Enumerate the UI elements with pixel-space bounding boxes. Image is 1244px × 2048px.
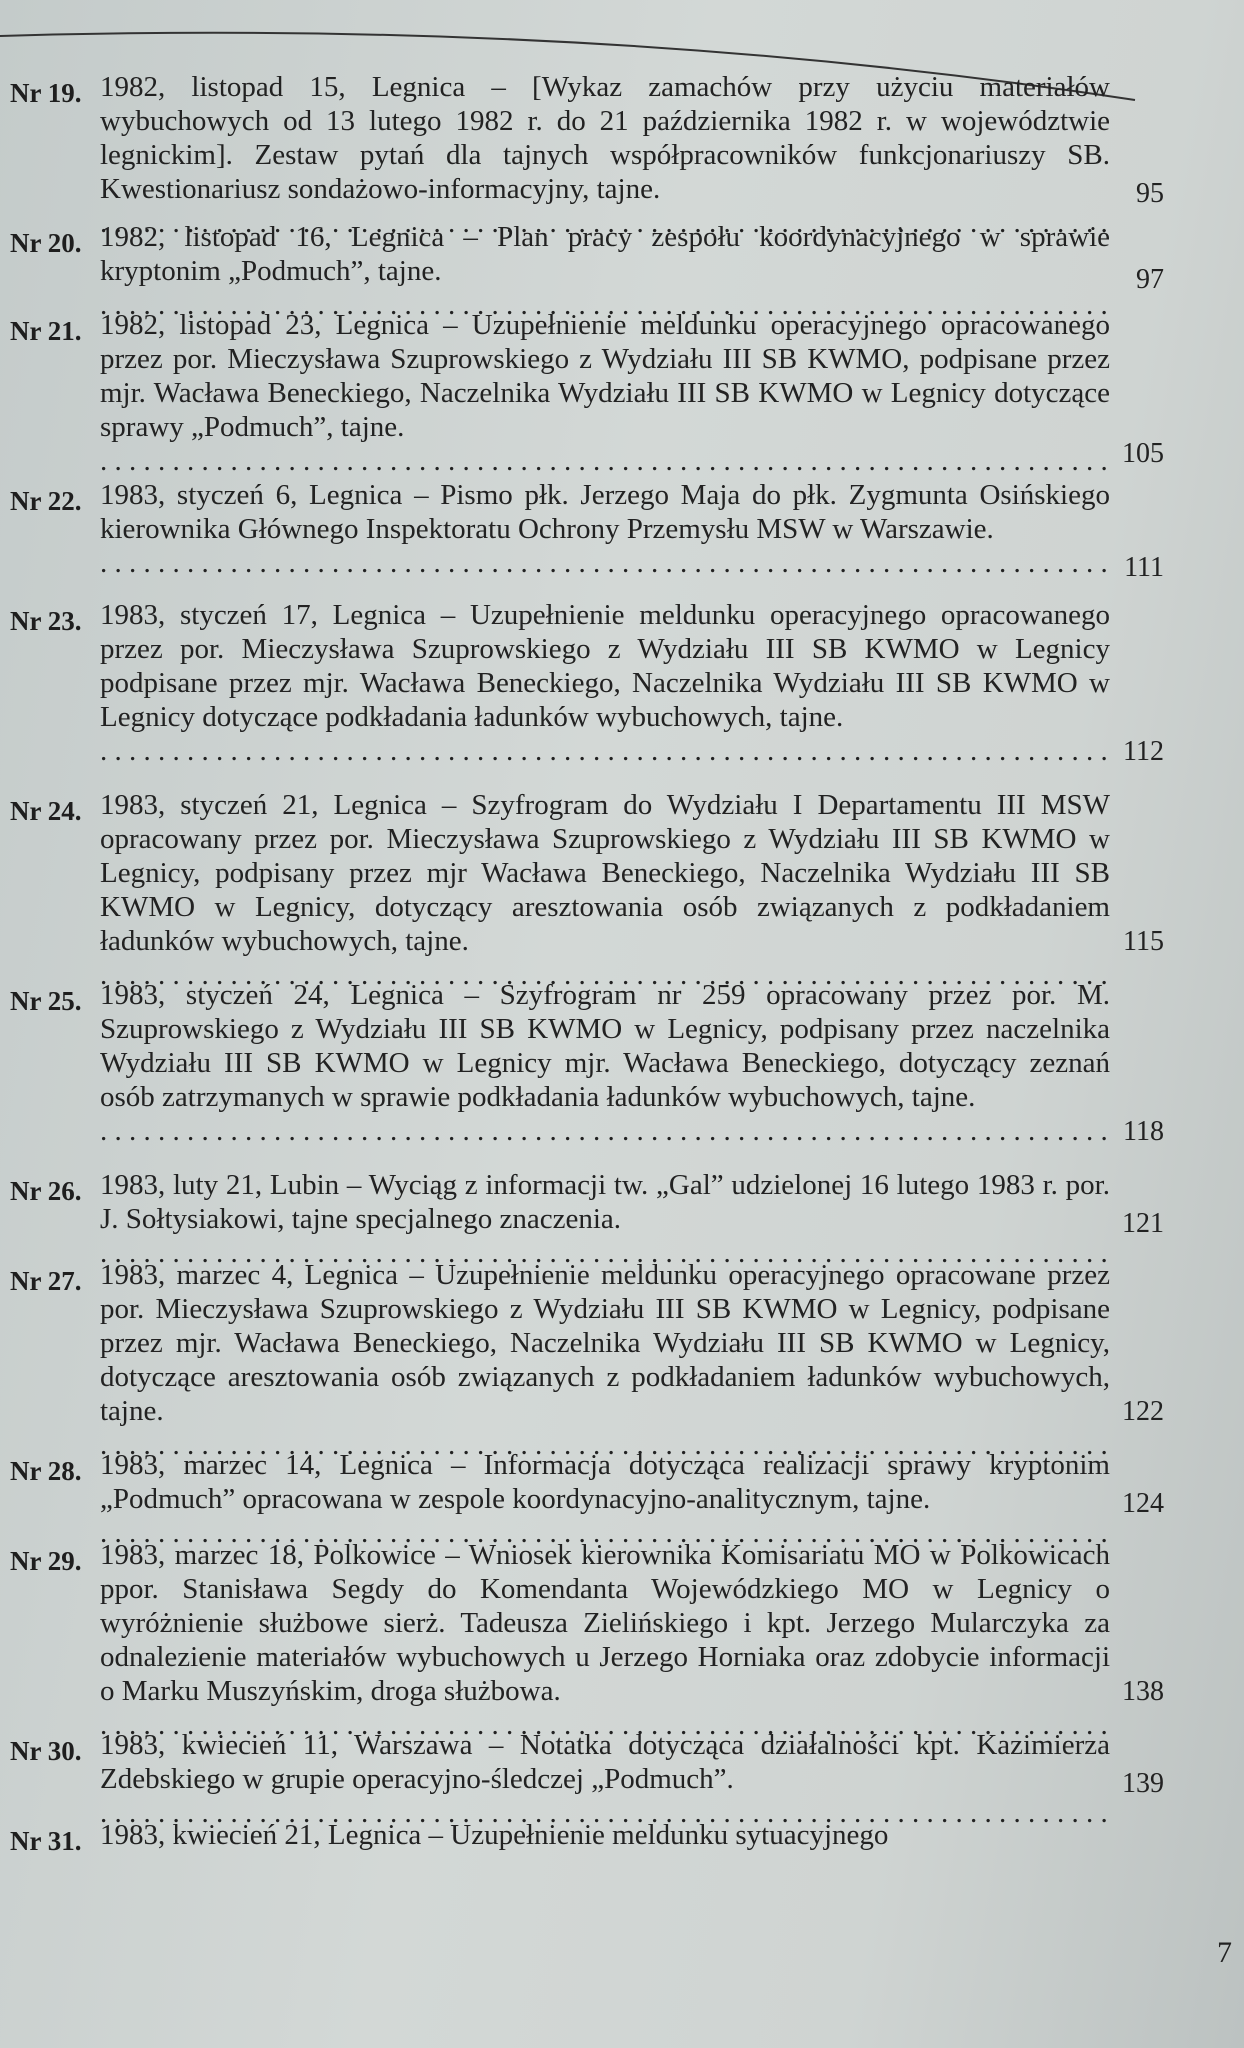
- entry-text: [100, 1168, 1110, 1270]
- toc-entry: [0, 1448, 1244, 1538]
- entry-number: Nr 22.: [10, 486, 82, 516]
- entry-text: [100, 1448, 1110, 1550]
- dot-leader: [100, 444, 1110, 478]
- entry-text: [100, 220, 1110, 322]
- entry-title: 1983, styczeń 6, Legnica – Pismo płk. Jerzego Maja do płk. Zygmunta Osińskiego kierownika Głównego Inspektoratu Ochrony Przemysłu MSW w Warszawie.: [100, 479, 1110, 545]
- entry-title: 1983, styczeń 17, Legnica – Uzupełnienie meldunku operacyjnego opracowanego przez por. Mieczysława Szuprowskiego z Wydziału III SB KWMO w Legnicy podpisane przez mjr. Wacława Beneckiego, Naczelnika Wydziału III SB KWMO w Legnicy dotyczące podkładania ładunków wybuchowych, tajne.: [100, 599, 1110, 733]
- entry-text: [100, 1728, 1110, 1830]
- toc-entry: [0, 70, 1244, 220]
- entry-text: [100, 478, 1110, 580]
- entry-title: 1983, marzec 14, Legnica – Informacja dotycząca realizacji sprawy kryptonim „Podmuch” opracowana w zespole koordynacyjno-analitycznym, tajne.: [100, 1449, 1110, 1515]
- toc-entry: [0, 1168, 1244, 1258]
- entry-text: [100, 308, 1110, 478]
- entry-number: Nr 26.: [10, 1176, 82, 1206]
- entry-page-number: 115: [1123, 926, 1164, 957]
- entry-title: 1983, styczeń 21, Legnica – Szyfrogram do Wydziału I Departamentu III MSW opracowany przez por. Mieczysława Szuprowskiego z Wydziału III SB KWMO w Legnicy, podpisany przez mjr Wacława Beneckiego, Naczelnika Wydziału III SB KWMO w Legnicy, dotyczący aresztowania osób związanych z podkładaniem ładunków wybuchowych, tajne.: [100, 789, 1110, 957]
- table-of-contents: [0, 70, 1244, 1878]
- toc-entry: [0, 788, 1244, 978]
- entry-number: Nr 23.: [10, 606, 82, 636]
- entry-page-number: 139: [1122, 1768, 1164, 1799]
- entry-number: Nr 21.: [10, 316, 82, 346]
- entry-text: [100, 1818, 1110, 1852]
- entry-title: 1983, kwiecień 21, Legnica – Uzupełnienie meldunku sytuacyjnego: [100, 1819, 889, 1851]
- toc-entry: [0, 1258, 1244, 1448]
- entry-text: [100, 978, 1110, 1148]
- dot-leader: [100, 546, 1110, 580]
- toc-entry: [0, 598, 1244, 788]
- toc-entry: [0, 220, 1244, 308]
- entry-text: [100, 598, 1110, 768]
- toc-entry: [0, 1728, 1244, 1818]
- entry-title: 1983, luty 21, Lubin – Wyciąg z informacji tw. „Gal” udzielonej 16 lutego 1983 r. por. J. Sołtysiakowi, tajne specjalnego znaczenia.: [100, 1169, 1110, 1235]
- toc-entry: [0, 1818, 1244, 1878]
- toc-entry: [0, 978, 1244, 1168]
- entry-title: 1982, listopad 15, Legnica – [Wykaz zamachów przy użyciu materiałów wybuchowych od 13 lutego 1982 r. do 21 października 1982 r. w województwie legnickim]. Zestaw pytań dla tajnych współpracowników funkcjonariuszy SB. Kwestionariusz sondażowo-informacyjny, tajne.: [100, 71, 1110, 205]
- entry-page-number: 121: [1122, 1208, 1164, 1239]
- entry-number: Nr 28.: [10, 1456, 82, 1486]
- entry-title: 1983, marzec 18, Polkowice – Wniosek kierownika Komisariatu MO w Polkowicach ppor. Stanisława Segdy do Komendanta Wojewódzkiego MO w Legnicy o wyróżnienie służbowe sierż. Tadeusza Zielińskiego i kpt. Jerzego Mularczyka za odnalezienie materiałów wybuchowych u Jerzego Horniaka oraz zdobycie informacji o Marku Muszyńskim, droga służbowa.: [100, 1539, 1110, 1707]
- entry-text: [100, 70, 1110, 240]
- entry-text: [100, 1538, 1110, 1742]
- toc-entry: [0, 1538, 1244, 1728]
- toc-entry: [0, 478, 1244, 598]
- entry-title: 1983, marzec 4, Legnica – Uzupełnienie meldunku operacyjnego opracowane przez por. Mieczysława Szuprowskiego z Wydziału III SB KWMO w Legnicy, podpisane przez mjr. Wacława Beneckiego, Naczelnika Wydziału III SB KWMO w Legnicy, dotyczące aresztowania osób związanych z podkładaniem ładunków wybuchowych, tajne.: [100, 1259, 1110, 1427]
- entry-number: Nr 24.: [10, 796, 82, 826]
- entry-page-number: 105: [1122, 438, 1164, 469]
- entry-page-number: 95: [1136, 178, 1164, 209]
- entry-page-number: 124: [1122, 1488, 1164, 1519]
- dot-leader: [100, 734, 1110, 768]
- entry-number: Nr 29.: [10, 1546, 82, 1576]
- entry-text: [100, 1258, 1110, 1462]
- entry-title: 1982, listopad 16, Legnica – Plan pracy zespołu koordynacyjnego w sprawie kryptonim „Podmuch”, tajne.: [100, 221, 1110, 287]
- entry-page-number: 118: [1123, 1116, 1164, 1147]
- entry-title: 1983, kwiecień 11, Warszawa – Notatka dotycząca działalności kpt. Kazimierza Zdebskiego w grupie operacyjno-śledczej „Podmuch”.: [100, 1729, 1110, 1795]
- entry-number: Nr 30.: [10, 1736, 82, 1766]
- entry-text: [100, 788, 1110, 992]
- entry-number: Nr 25.: [10, 986, 82, 1016]
- entry-page-number: 111: [1124, 552, 1164, 583]
- dot-leader: [100, 1114, 1110, 1148]
- entry-title: 1982, listopad 23, Legnica – Uzupełnienie meldunku operacyjnego opracowanego przez por. Mieczysława Szuprowskiego z Wydziału III SB KWMO, podpisane przez mjr. Wacława Beneckiego, Naczelnika Wydziału III SB KWMO w Legnicy dotyczące sprawy „Podmuch”, tajne.: [100, 309, 1110, 443]
- entry-number: Nr 27.: [10, 1266, 82, 1296]
- entry-number: Nr 20.: [10, 228, 82, 258]
- entry-page-number: 97: [1136, 264, 1164, 295]
- entry-number: Nr 31.: [10, 1826, 82, 1856]
- entry-page-number: 138: [1122, 1676, 1164, 1707]
- entry-page-number: 112: [1123, 736, 1164, 767]
- page-number: 7: [1217, 1936, 1232, 1969]
- entry-title: 1983, styczeń 24, Legnica – Szyfrogram nr 259 opracowany przez por. M. Szuprowskiego z Wydziału III SB KWMO w Legnicy, podpisany przez naczelnika Wydziału III SB KWMO w Legnicy mjr. Wacława Beneckiego, dotyczący zeznań osób zatrzymanych w sprawie podkładania ładunków wybuchowych, tajne.: [100, 979, 1110, 1113]
- toc-entry: [0, 308, 1244, 478]
- entry-number: Nr 19.: [10, 78, 82, 108]
- entry-page-number: 122: [1122, 1396, 1164, 1427]
